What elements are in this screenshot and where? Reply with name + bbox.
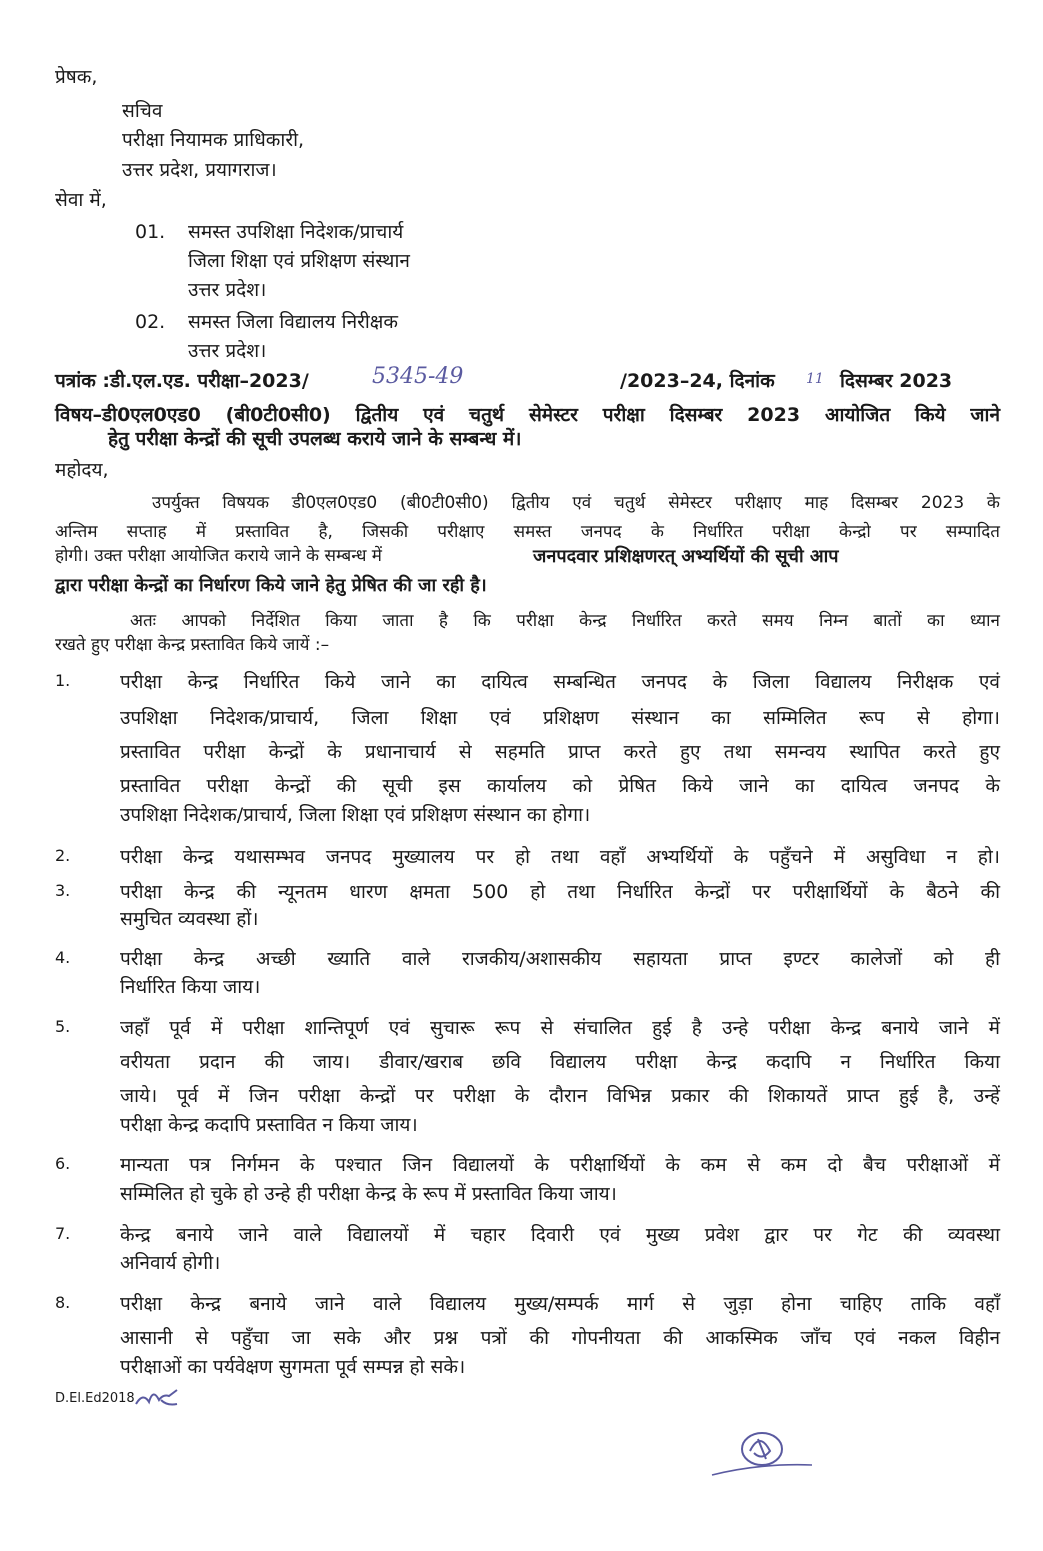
recipient-line: समस्त जिला विद्यालय निरीक्षक	[188, 311, 399, 333]
signature	[700, 1425, 820, 1485]
point-line: परीक्षा केन्द्र यथासम्भव जनपद मुख्यालय पर हो तथा वहाँ अभ्यर्थियों के पहुँचने में असुविधा न हो।	[120, 846, 1000, 868]
point-line: परीक्षा केन्द्र कदापि प्रस्तावित न किया जाय।	[120, 1114, 418, 1136]
point-line: जहाँ पूर्व में परीक्षा शान्तिपूर्ण एवं सुचारू रूप से संचालित हुई है उन्हे परीक्षा केन्द्र बनाये जाने में	[120, 1017, 1000, 1039]
sender-office: परीक्षा नियामक प्राधिकारी,	[122, 129, 305, 151]
initials-scribble	[133, 1384, 183, 1410]
point-line: उपशिक्षा निदेशक/प्राचार्य, जिला शिक्षा एवं प्रशिक्षण संस्थान का होगा।	[120, 804, 591, 826]
point-number: 4.	[55, 948, 71, 967]
recipient-number: 01.	[135, 221, 166, 243]
point-line: उपशिक्षा निदेशक/प्राचार्य, जिला शिक्षा एवं प्रशिक्षण संस्थान का सम्मिलित रूप से होगा।	[120, 707, 1000, 729]
point-number: 1.	[55, 671, 71, 690]
point-line: आसानी से पहुँचा जा सके और प्रश्न पत्रों की गोपनीयता की आकस्मिक जाँच एवं नकल विहीन	[120, 1327, 1000, 1349]
recipient-number: 02.	[135, 311, 166, 333]
point-number: 3.	[55, 881, 71, 900]
paragraph-line: अतः आपको निर्देशित किया जाता है कि परीक्षा केन्द्र निर्धारित करते समय निम्न बातों का ध्यान	[130, 611, 1000, 631]
reference-suffix: /2023–24, दिनांक	[620, 370, 775, 392]
point-line: प्रस्तावित परीक्षा केन्द्रों के प्रधानाचार्य से सहमति प्राप्त करते हुए तथा समन्वय स्थापित करते हुए	[120, 741, 1000, 763]
point-line: सम्मिलित हो चुके हो उन्हे ही परीक्षा केन्द्र के रूप में प्रस्तावित किया जाय।	[120, 1183, 617, 1205]
paragraph-emphasis: जनपदवार प्रशिक्षणरत् अभ्यर्थियों की सूची आप	[533, 546, 839, 567]
subject-line: विषय–डी0एल0एड0 (बी0टी0सी0) द्वितीय एवं चतुर्थ सेमेस्टर परीक्षा दिसम्बर 2023 आयोजित किये जाने	[55, 404, 1000, 426]
paragraph-line: होगी। उक्त परीक्षा आयोजित कराये जाने के सम्बन्ध में	[55, 546, 382, 566]
point-line: प्रस्तावित परीक्षा केन्द्रों की सूची इस कार्यालय को प्रेषित किये जाने का दायित्व जनपद के	[120, 775, 1000, 797]
point-number: 7.	[55, 1224, 71, 1243]
subject-line: हेतु परीक्षा केन्द्रों की सूची उपलब्ध कराये जाने के सम्बन्ध में।	[108, 428, 522, 450]
footer-code: D.El.Ed2018	[55, 1391, 135, 1406]
point-line: परीक्षा केन्द्र निर्धारित किये जाने का दायित्व सम्बन्धित जनपद के जिला विद्यालय निरीक्षक एवं	[120, 671, 1000, 693]
point-line: परीक्षा केन्द्र बनाये जाने वाले विद्यालय मुख्य/सम्पर्क मार्ग से जुड़ा होना चाहिए ताकि वहाँ	[120, 1293, 1000, 1315]
sender-label: प्रेषक,	[55, 66, 98, 88]
handwritten-day: 11	[806, 371, 824, 387]
recipient-line: समस्त उपशिक्षा निदेशक/प्राचार्य	[188, 221, 404, 243]
point-line: निर्धारित किया जाय।	[120, 976, 261, 998]
sender-place: उत्तर प्रदेश, प्रयागराज।	[122, 159, 277, 181]
recipient-line: उत्तर प्रदेश।	[188, 279, 267, 301]
point-number: 8.	[55, 1293, 71, 1312]
handwritten-letter-number: 5345-49	[372, 364, 464, 389]
paragraph-emphasis: द्वारा परीक्षा केन्द्रों का निर्धारण किये जाने हेतु प्रेषित की जा रही है।	[55, 575, 487, 596]
point-line: वरीयता प्रदान की जाय। डीवार/खराब छवि विद्यालय परीक्षा केन्द्र कदापि न निर्धारित किया	[120, 1051, 1000, 1073]
point-line: जाये। पूर्व में जिन परीक्षा केन्द्रों पर परीक्षा के दौरान विभिन्न प्रकार की शिकायतें प्राप्त हुई है, उन्हें	[120, 1085, 1000, 1107]
recipients-label: सेवा में,	[55, 189, 107, 211]
recipient-line: जिला शिक्षा एवं प्रशिक्षण संस्थान	[188, 250, 410, 272]
salutation: महोदय,	[55, 459, 109, 481]
reference-month-year: दिसम्बर 2023	[840, 370, 953, 392]
point-line: केन्द्र बनाये जाने वाले विद्यालयों में चहार दिवारी एवं मुख्य प्रवेश द्वार पर गेट की व्यवस्था	[120, 1224, 1000, 1246]
point-line: परीक्षाओं का पर्यवेक्षण सुगमता पूर्व सम्पन्न हो सके।	[120, 1356, 466, 1378]
point-number: 2.	[55, 846, 71, 865]
reference-prefix: पत्रांक :डी.एल.एड. परीक्षा–2023/	[55, 370, 309, 392]
sender-title: सचिव	[122, 100, 163, 122]
paragraph-line: अन्तिम सप्ताह में प्रस्तावित है, जिसकी परीक्षाए समस्त जनपद के निर्धारित परीक्षा केन्द्रो पर सम्पादित	[55, 522, 1000, 542]
paragraph-line: रखते हुए परीक्षा केन्द्र प्रस्तावित किये जायें :–	[55, 635, 330, 655]
point-line: परीक्षा केन्द्र अच्छी ख्याति वाले राजकीय/अशासकीय सहायता प्राप्त इण्टर कालेजों को ही	[120, 948, 1000, 970]
point-number: 6.	[55, 1154, 71, 1173]
point-line: समुचित व्यवस्था हों।	[120, 908, 259, 930]
recipient-line: उत्तर प्रदेश।	[188, 340, 267, 362]
point-line: मान्यता पत्र निर्गमन के पश्चात जिन विद्यालयों के परीक्षार्थियों के कम से कम दो बैच परीक्षाओं में	[120, 1154, 1000, 1176]
point-line: परीक्षा केन्द्र की न्यूनतम धारण क्षमता 500 हो तथा निर्धारित केन्द्रों पर परीक्षार्थियों के बैठने की	[120, 881, 1000, 903]
paragraph-line: उपर्युक्त विषयक डी0एल0एड0 (बी0टी0सी0) द्वितीय एवं चतुर्थ सेमेस्टर परीक्षाए माह दिसम्बर 2023 के	[152, 493, 1000, 513]
point-number: 5.	[55, 1017, 71, 1036]
point-line: अनिवार्य होगी।	[120, 1252, 221, 1274]
